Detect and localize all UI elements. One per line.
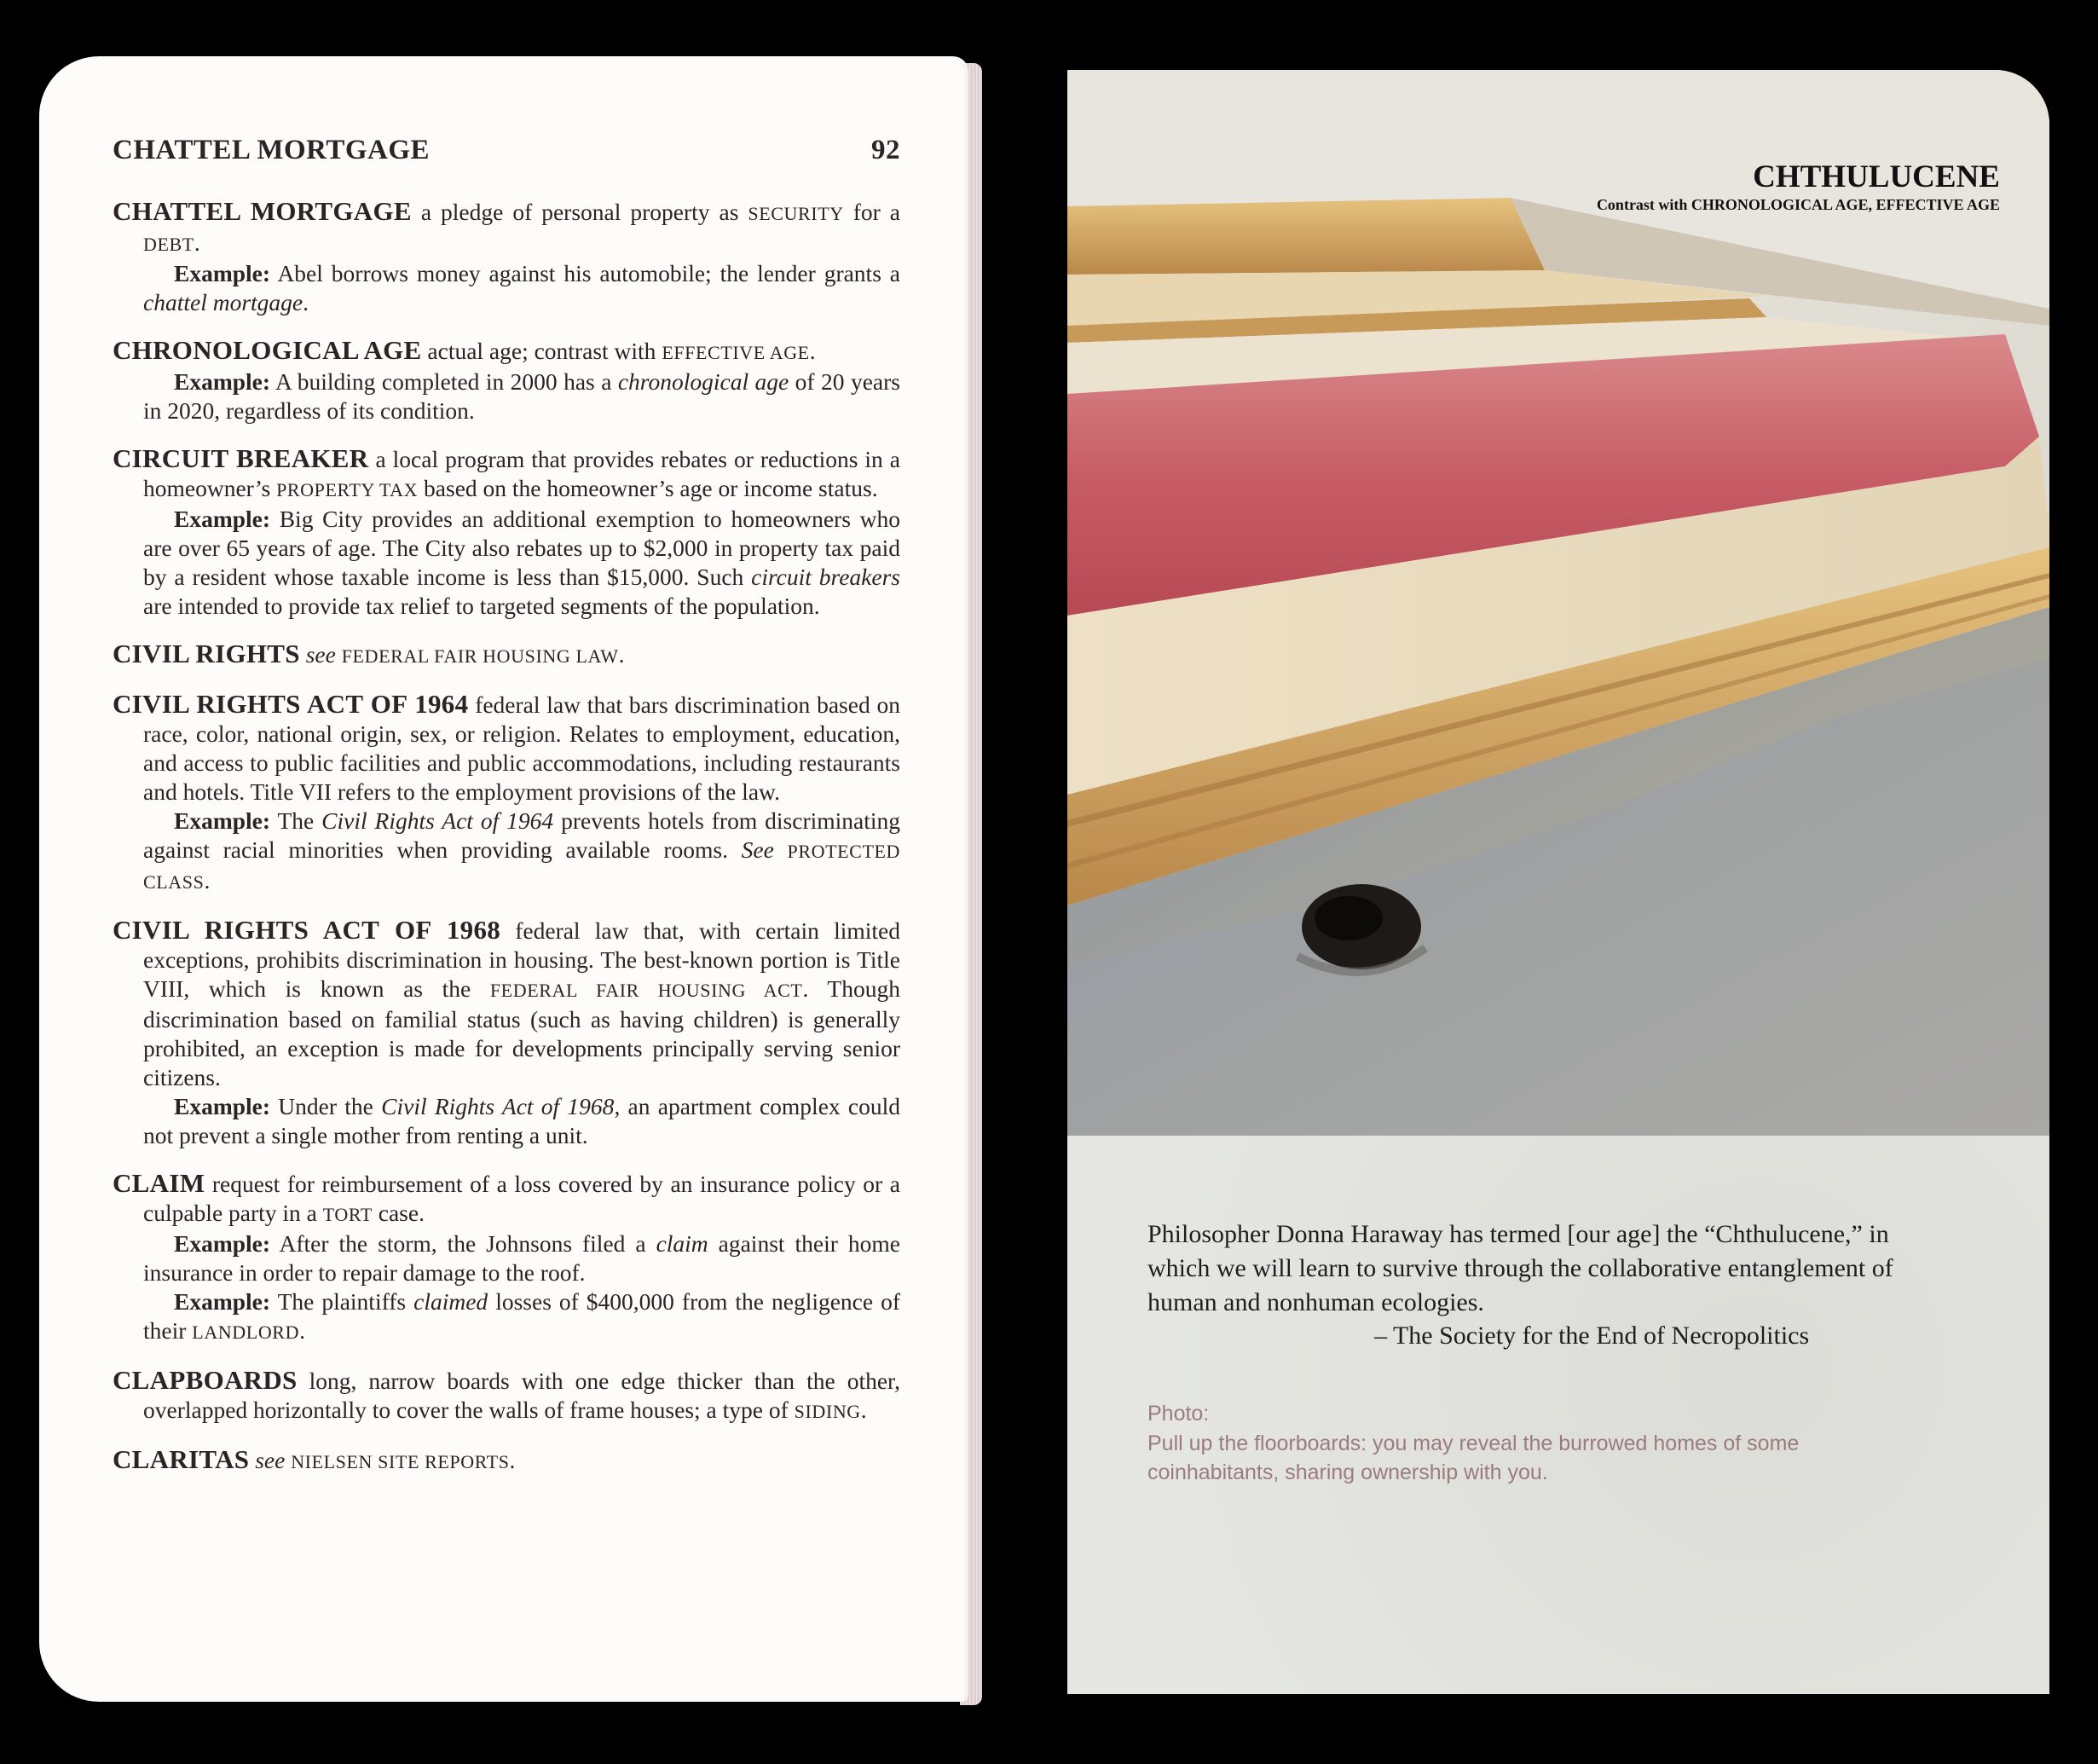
entry-definition: a pledge of personal property as	[411, 199, 748, 225]
example-text: .	[303, 289, 309, 315]
example-italic: chronological age	[617, 368, 789, 395]
cross-reference: SECURITY	[748, 203, 844, 224]
entry-definition: long, narrow boards with one edge thicker than the other, overlapped horizontally to cover the walls of frame houses; a type of	[143, 1368, 900, 1423]
example-text: After the storm, the Johnsons filed a	[270, 1230, 656, 1257]
example-text: of 20 years in 2020, regardless of its condition.	[143, 368, 900, 424]
see-reference: see	[299, 641, 342, 668]
entry-term: CHATTEL MORTGAGE	[113, 196, 412, 226]
example-text: Under the	[270, 1093, 382, 1119]
entry-term: CLAPBOARDS	[113, 1365, 298, 1395]
floorboards-photo	[1067, 70, 2049, 1136]
example-text: Big City provides an additional exemption to homeowners who are over 65 years of age. The City also rebates up to $2,000 in property tax paid by a resident whose taxable income is less than $15,000. Such	[143, 506, 900, 590]
example-label: Example:	[174, 506, 271, 532]
cross-reference: FEDERAL FAIR HOUSING LAW	[341, 645, 619, 667]
see-reference: see	[249, 1447, 292, 1473]
example-text: Abel borrows money against his automobile; the lender grants a	[270, 260, 900, 286]
entry-term: CIVIL RIGHTS ACT OF 1964	[113, 689, 469, 719]
example-label: Example:	[174, 1093, 271, 1119]
entry-term: CIRCUIT BREAKER	[113, 443, 369, 473]
example-label: Example:	[174, 1230, 271, 1257]
right-page	[1067, 70, 2049, 1694]
example-italic: chattel mortgage	[143, 289, 303, 315]
see-reference: See	[741, 836, 774, 863]
example-text: losses of $400,000 from the negligence of their	[143, 1288, 900, 1344]
quote-text: Philosopher Donna Haraway has termed [our age] the “Chthulucene,” in which we will learn to survive through the collaborative entanglement of human and nonhuman ecologies.	[1147, 1220, 1893, 1316]
entry-chattel-mortgage	[113, 197, 900, 317]
example-italic: Civil Rights Act of 1968	[381, 1093, 615, 1119]
entry-definition: .	[194, 229, 200, 256]
entry-definition: . Though discrimination based on familial status (such as having children) is generally prohibited, an exception is made for developments principally serving senior citizens.	[143, 975, 900, 1090]
example-label: Example:	[174, 807, 271, 834]
cross-reference: PROTECTED CLASS	[143, 841, 901, 893]
cross-reference: EFFECTIVE AGE	[662, 342, 810, 363]
example-italic: circuit breakers	[751, 564, 900, 590]
example-text: , an apartment complex could not prevent a single mother from renting a unit.	[143, 1093, 900, 1148]
left-page	[39, 56, 968, 1702]
cross-reference: PROPERTY TAX	[276, 479, 419, 500]
entry-term: CLARITAS	[113, 1444, 250, 1474]
entry-definition: for a	[843, 199, 900, 225]
entry-definition: federal law that, with certain limited exceptions, prohibits discrimination in housing. The best-known portion is Title VIII, which is known as the	[143, 917, 900, 1002]
entry-definition: request for reimbursement of a loss covered by an insurance policy or a culpable party in a	[143, 1171, 900, 1226]
entry-civil-rights-act-1964	[113, 690, 900, 897]
quote-attribution: – The Society for the End of Necropolitics	[1374, 1322, 1810, 1350]
entry-claritas	[113, 1445, 900, 1477]
running-head-title: CHATTEL MORTGAGE	[113, 135, 431, 165]
entry-definition: a local program that provides rebates or reductions in a homeowner’s	[143, 446, 900, 501]
cross-reference: FEDERAL FAIR HOUSING ACT	[489, 980, 803, 1001]
cross-reference: SIDING	[794, 1401, 861, 1422]
entry-claim	[113, 1169, 900, 1347]
example-text: The	[270, 807, 322, 834]
example-italic: claim	[656, 1230, 708, 1257]
example-italic: claimed	[413, 1288, 488, 1315]
entry-term: CHRONOLOGICAL AGE	[113, 335, 422, 365]
entry-definition: .	[860, 1397, 867, 1423]
entry-definition: actual age; contrast with	[421, 338, 662, 364]
entry-civil-rights	[113, 639, 900, 671]
page-number: 92	[871, 135, 900, 165]
example-label: Example:	[174, 368, 271, 395]
photo-caption: Pull up the floorboards: you may reveal the burrowed homes of some coinhabitants, sharing ownership with you.	[1147, 1431, 1800, 1484]
example-text: .	[204, 867, 211, 894]
entry-subtitle: Contrast with CHRONOLOGICAL AGE, EFFECTIVE AGE	[1596, 196, 2000, 213]
example-text: prevents hotels from discriminating against racial minorities when providing available rooms.	[143, 807, 901, 863]
entry-clapboards	[113, 1366, 900, 1426]
entry-definition: case.	[372, 1200, 425, 1226]
entry-definition: .	[618, 641, 625, 668]
example-text: against their home insurance in order to repair damage to the roof.	[143, 1230, 900, 1286]
photo-label: Photo:	[1147, 1402, 1210, 1426]
example-italic: Civil Rights Act of 1964	[321, 807, 554, 834]
cross-reference: LANDLORD	[192, 1322, 300, 1343]
entry-term: CIVIL RIGHTS ACT OF 1968	[113, 915, 501, 945]
entry-term: CIVIL RIGHTS	[113, 639, 300, 668]
example-text: .	[299, 1317, 305, 1344]
example-label: Example:	[174, 260, 271, 286]
example-text: A building completed in 2000 has a	[270, 368, 618, 395]
entry-definition: .	[509, 1447, 516, 1473]
entry-definition: .	[809, 338, 816, 364]
entry-circuit-breaker	[113, 444, 900, 621]
entry-title: CHTHULUCENE	[1753, 159, 2000, 194]
entry-term: CLAIM	[113, 1168, 205, 1198]
cross-reference: DEBT	[143, 234, 194, 255]
entry-chronological-age	[113, 336, 900, 425]
example-text: are intended to provide tax relief to targeted segments of the population.	[143, 593, 820, 619]
cross-reference: NIELSEN SITE REPORTS	[291, 1451, 510, 1472]
entry-civil-rights-act-1968	[113, 916, 900, 1150]
example-label: Example:	[174, 1288, 271, 1315]
example-text: The plaintiffs	[270, 1288, 414, 1315]
entry-definition: federal law that bars discrimination based on race, color, national origin, sex, or religion. Relates to employment, education, and access to public facilities and public accommodations, including restaurants and hotels. Title VII refers to the employment provisions of the law.	[143, 691, 900, 805]
entry-definition: based on the homeowner’s age or income status.	[418, 475, 878, 501]
cross-reference: TORT	[322, 1204, 373, 1225]
running-head	[113, 135, 900, 166]
